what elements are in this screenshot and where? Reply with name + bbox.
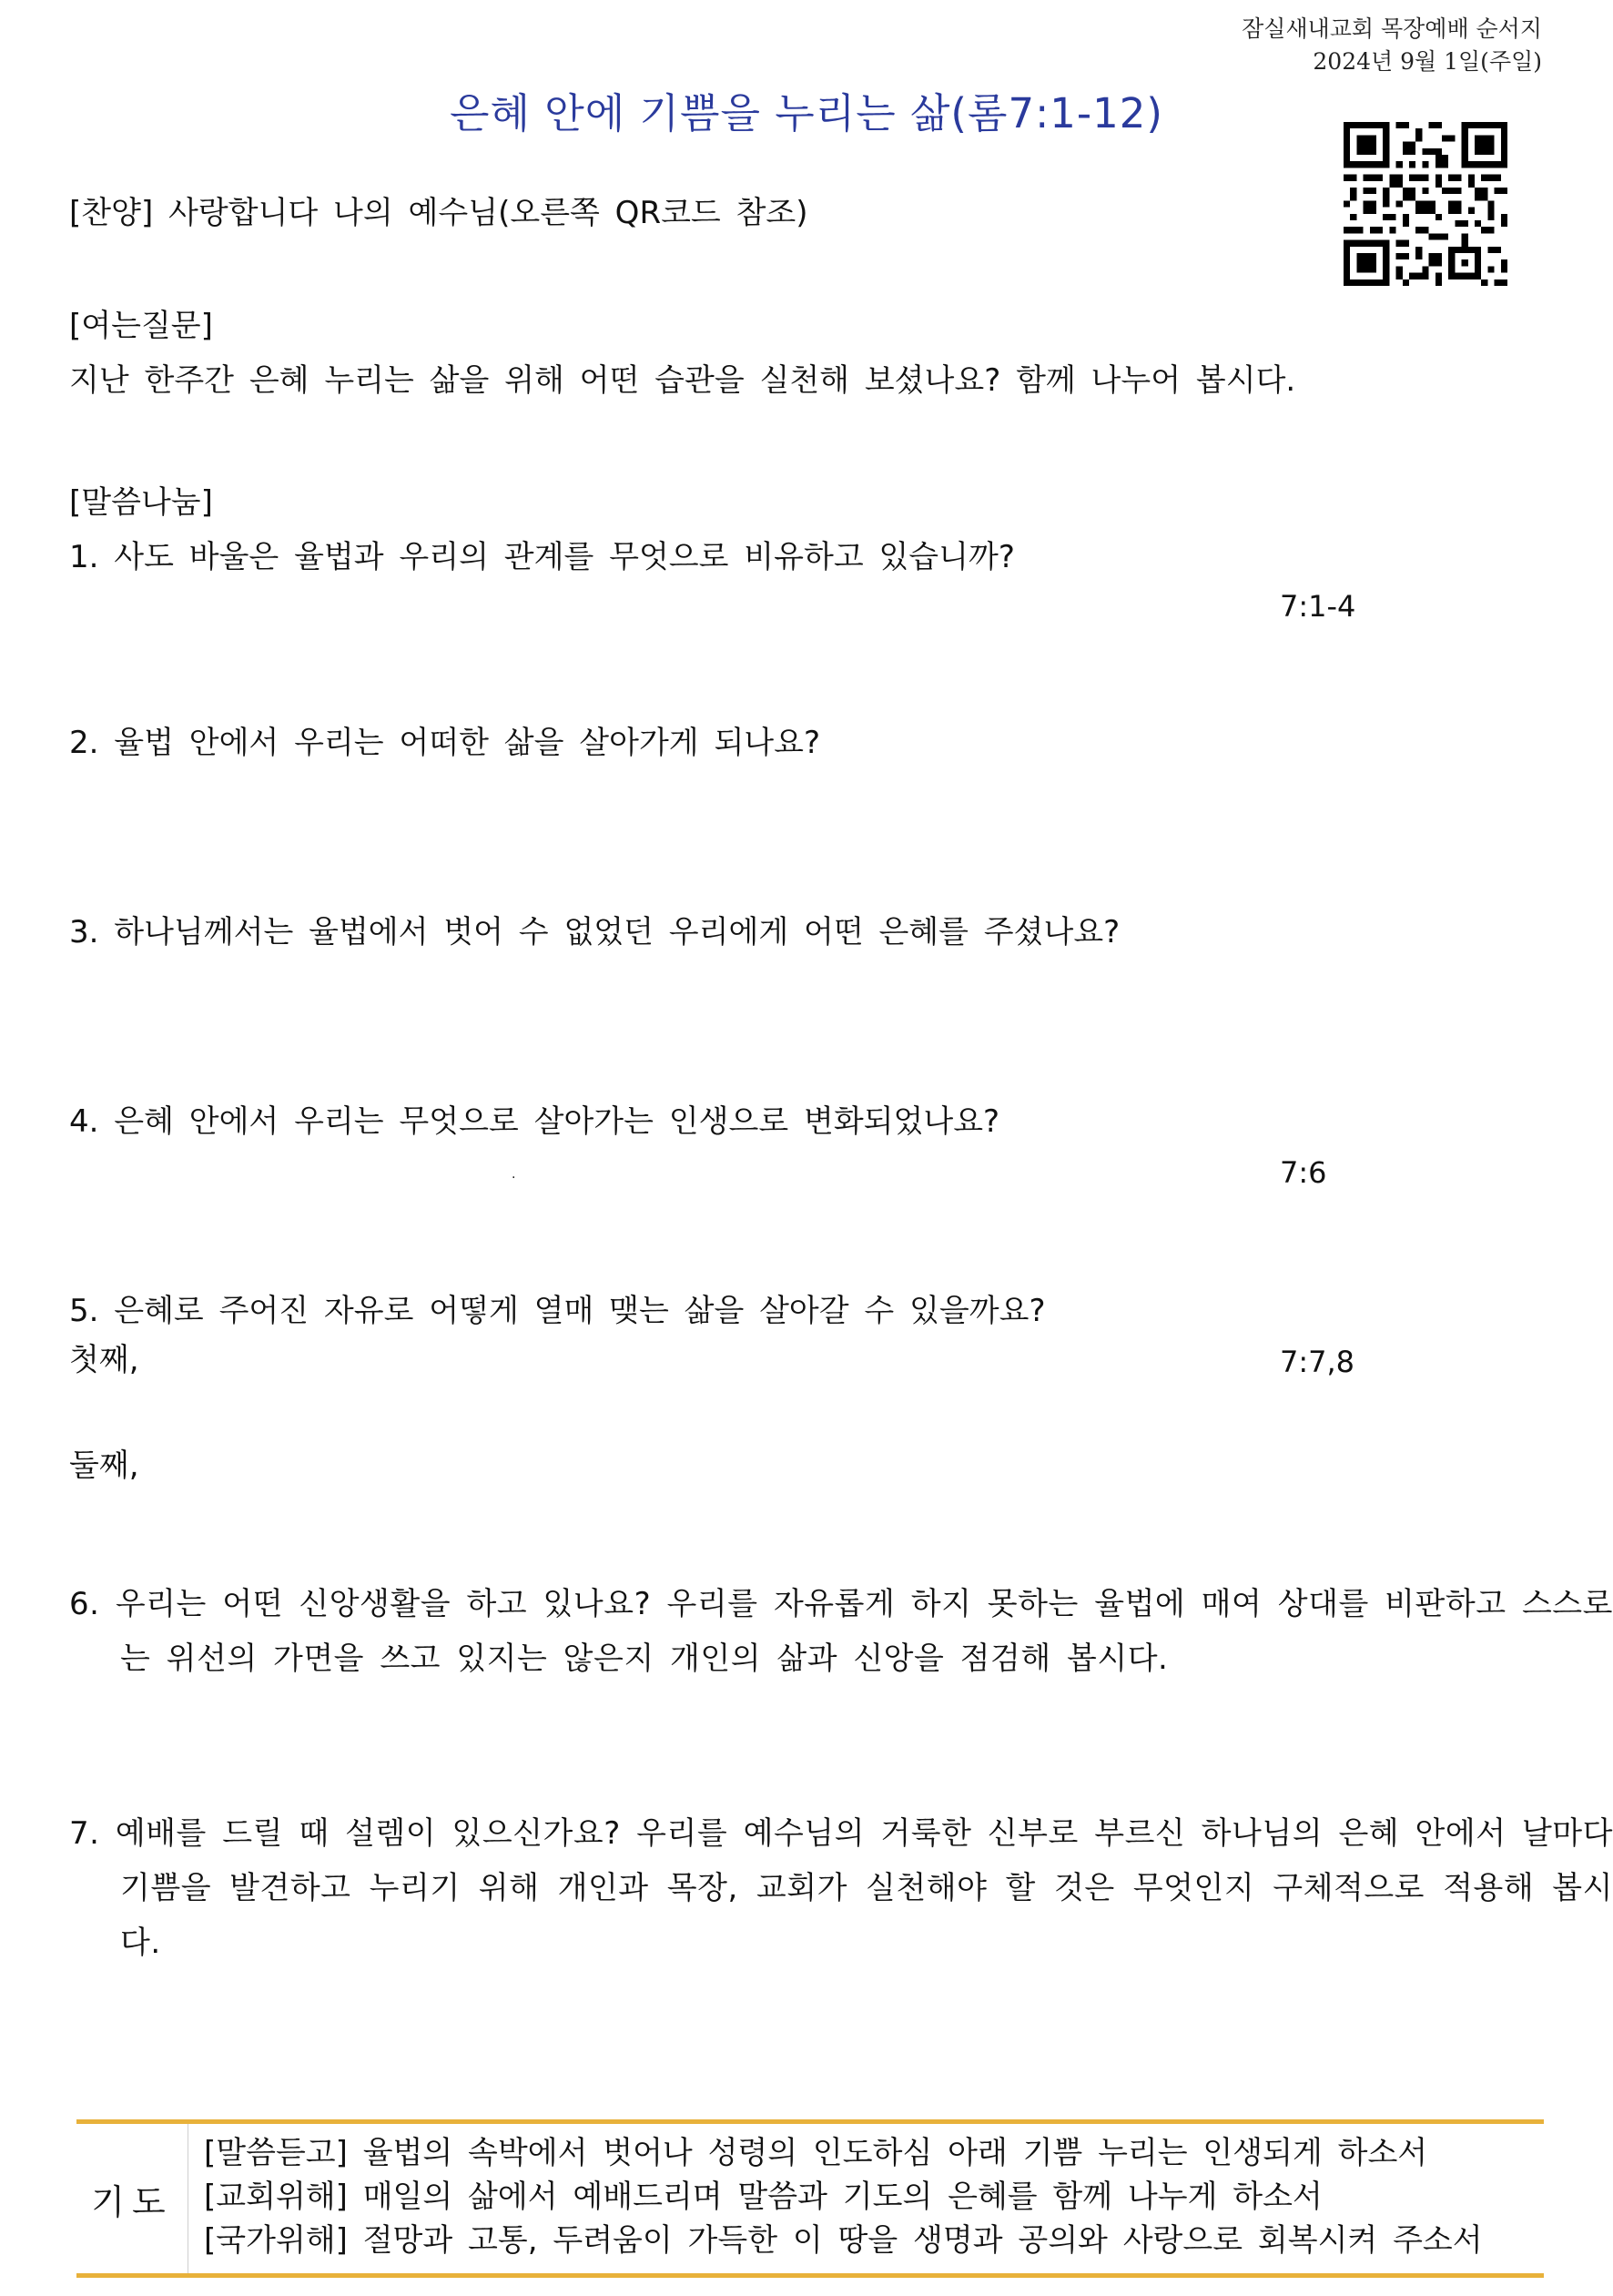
prayer-label: 기도 — [76, 2124, 188, 2273]
opening-heading: [여는질문] — [69, 308, 213, 344]
question-5-second: 둘째, — [69, 1448, 139, 1484]
question-4-ref: 7:6 — [1280, 1155, 1327, 1190]
question-7: 7. 예배를 드릴 때 설렘이 있으신가요? 우리를 예수님의 거룩한 신부로 부르신 하나님의 은혜 안에서 날마다 기쁨을 발견하고 누리기 위해 개인과 목장, 교회가 실천해야 할 것은 무엇인지 구체적으로 적용해 봅시다. — [69, 1815, 1613, 1961]
prayer-line-church: [교회위해] 매일의 삶에서 예배드리며 말씀과 기도의 은혜를 함께 나누게 하소서 — [204, 2179, 1323, 2215]
praise-line: [찬양] 사랑합니다 나의 예수님(오른쪽 QR코드 참조) — [69, 195, 808, 231]
opening-text: 지난 한주간 은혜 누리는 삶을 위해 어떤 습관을 실천해 보셨나요? 함께 나누어 봅시다. — [69, 362, 1296, 399]
prayer-box — [76, 2119, 1544, 2278]
question-5: 5. 은혜로 주어진 자유로 어떻게 열매 맺는 삶을 살아갈 수 있을까요? — [69, 1293, 1046, 1329]
page-title: 은혜 안에 기쁨을 누리는 삶(롬7:1-12) — [450, 89, 1163, 137]
header-info — [1242, 13, 1542, 78]
header-date-line: 2024년 9월 1일(주일) — [1313, 48, 1542, 75]
prayer-lines — [204, 2131, 1483, 2262]
prayer-line-nation: [국가위해] 절망과 고통, 두려움이 가득한 이 땅을 생명과 공의와 사랑으로 회복시켜 주소서 — [204, 2222, 1483, 2259]
question-5-first: 첫째, — [69, 1342, 139, 1378]
qr-code-icon — [1344, 122, 1507, 286]
sharing-heading: [말씀나눔] — [69, 484, 213, 521]
question-5-ref: 7:7,8 — [1280, 1345, 1355, 1379]
question-1-ref: 7:1-4 — [1280, 589, 1356, 624]
question-6: 6. 우리는 어떤 신앙생활을 하고 있나요? 우리를 자유롭게 하지 못하는 율법에 매여 상대를 비판하고 스스로는 위선의 가면을 쓰고 있지는 않은지 개인의 삶과 신앙을 점검해 봅시다. — [69, 1586, 1613, 1677]
question-4: 4. 은혜 안에서 우리는 무엇으로 살아가는 인생으로 변화되었나요? — [69, 1103, 1000, 1140]
question-2: 2. 율법 안에서 우리는 어떠한 삶을 살아가게 되나요? — [69, 725, 821, 761]
stray-dot: . — [512, 1167, 516, 1182]
prayer-line-word: [말씀듣고] 율법의 속박에서 벗어나 성령의 인도하심 아래 기쁨 누리는 인생되게 하소서 — [204, 2135, 1428, 2171]
header-org-line: 잠실새내교회 목장예배 순서지 — [1242, 15, 1542, 42]
question-3: 3. 하나님께서는 율법에서 벗어 수 없었던 우리에게 어떤 은혜를 주셨나요? — [69, 914, 1121, 950]
question-1: 1. 사도 바울은 율법과 우리의 관계를 무엇으로 비유하고 있습니까? — [69, 539, 1015, 575]
